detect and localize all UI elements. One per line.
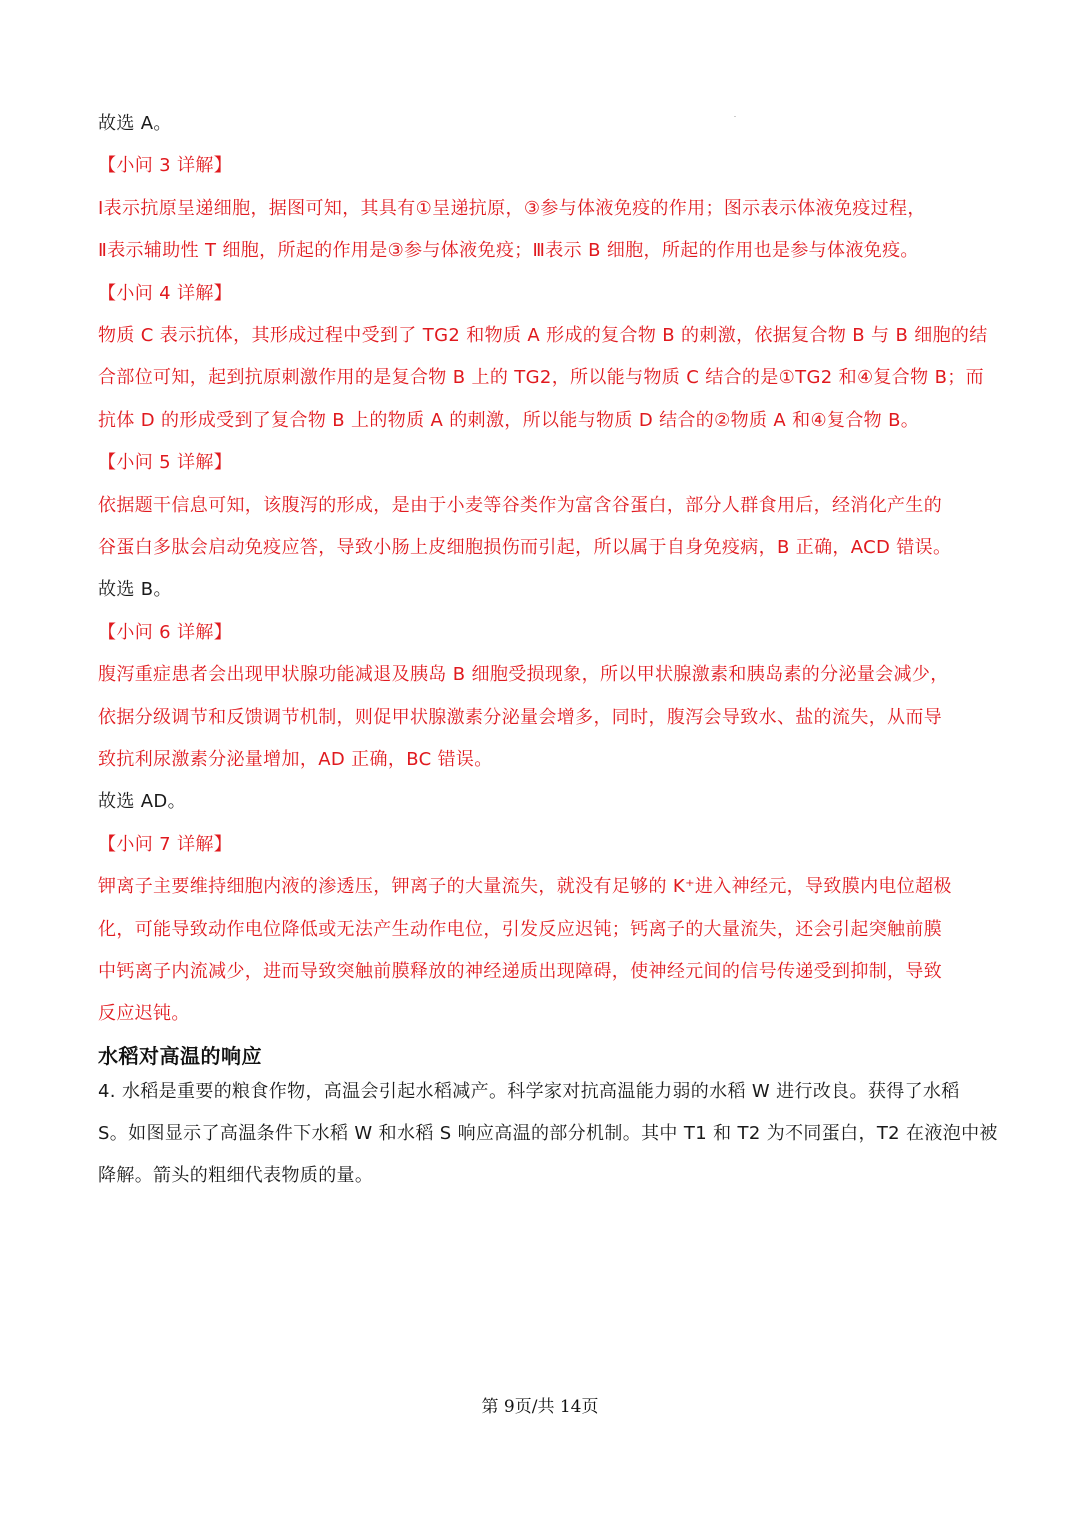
subquestion-3-text-line: Ⅱ表示辅助性 T 细胞，所起的作用是③参与体液免疫；Ⅲ表示 B 细胞，所起的作用也是参与体液免疫。: [98, 240, 919, 261]
section-heading: 水稻对高温的响应: [98, 1044, 262, 1068]
subquestion-7-header: 【小问 7 详解】: [98, 834, 233, 855]
page-number-footer: 第 9页/共 14页: [481, 1397, 599, 1417]
subquestion-7-text-line: 化，可能导致动作电位降低或无法产生动作电位，引发反应迟钝；钙离子的大量流失，还会引起突触前膜: [98, 919, 943, 940]
question-4-text-line: 降解。箭头的粗细代表物质的量。: [98, 1165, 374, 1186]
subquestion-4-header: 【小问 4 详解】: [98, 283, 233, 304]
subquestion-4-text-line: 合部位可知，起到抗原刺激作用的是复合物 B 上的 TG2，所以能与物质 C 结合的是①TG2 和④复合物 B；而: [98, 367, 984, 388]
subquestion-7-text-line: 中钙离子内流减少，进而导致突触前膜释放的神经递质出现障碍，使神经元间的信号传递受到抑制，导致: [98, 961, 943, 982]
scan-speck: [734, 116, 736, 117]
answer-choice-line: 故选 A。: [98, 113, 172, 134]
subquestion-3-text-line: Ⅰ表示抗原呈递细胞，据图可知，其具有①呈递抗原，③参与体液免疫的作用；图示表示体液免疫过程，: [98, 198, 926, 219]
subquestion-3-header: 【小问 3 详解】: [98, 155, 233, 176]
subquestion-5-text-line: 谷蛋白多肽会启动免疫应答，导致小肠上皮细胞损伤而引起，所以属于自身免疫病，B 正确，ACD 错误。: [98, 537, 952, 558]
subquestion-6-text-line: 腹泻重症患者会出现甲状腺功能减退及胰岛 B 细胞受损现象，所以甲状腺激素和胰岛素的分泌量会减少，: [98, 664, 949, 685]
answer-choice-line: 故选 B。: [98, 579, 172, 600]
question-4-text-line: S。如图显示了高温条件下水稻 W 和水稻 S 响应高温的部分机制。其中 T1 和 T2 为不同蛋白，T2 在液泡中被: [98, 1123, 998, 1144]
subquestion-5-text-line: 依据题干信息可知，该腹泻的形成，是由于小麦等谷类作为富含谷蛋白，部分人群食用后，经消化产生的: [98, 495, 943, 516]
question-4-text-line: 4. 水稻是重要的粮食作物，高温会引起水稻减产。科学家对抗高温能力弱的水稻 W 进行改良。获得了水稻: [98, 1081, 960, 1102]
subquestion-7-text-line: 反应迟钝。: [98, 1003, 190, 1024]
subquestion-4-text-line: 抗体 D 的形成受到了复合物 B 上的物质 A 的刺激，所以能与物质 D 结合的②物质 A 和④复合物 B。: [98, 410, 920, 431]
subquestion-7-text-line: 钾离子主要维持细胞内液的渗透压，钾离子的大量流失，就没有足够的 K⁺进入神经元，导致膜内电位超极: [98, 876, 952, 897]
answer-choice-line: 故选 AD。: [98, 791, 186, 812]
subquestion-4-text-line: 物质 C 表示抗体，其形成过程中受到了 TG2 和物质 A 形成的复合物 B 的刺激，依据复合物 B 与 B 细胞的结: [98, 325, 988, 346]
subquestion-6-header: 【小问 6 详解】: [98, 622, 233, 643]
subquestion-6-text-line: 致抗利尿激素分泌量增加，AD 正确，BC 错误。: [98, 749, 493, 770]
subquestion-6-text-line: 依据分级调节和反馈调节机制，则促甲状腺激素分泌量会增多，同时，腹泻会导致水、盐的流失，从而导: [98, 707, 943, 728]
subquestion-5-header: 【小问 5 详解】: [98, 452, 233, 473]
